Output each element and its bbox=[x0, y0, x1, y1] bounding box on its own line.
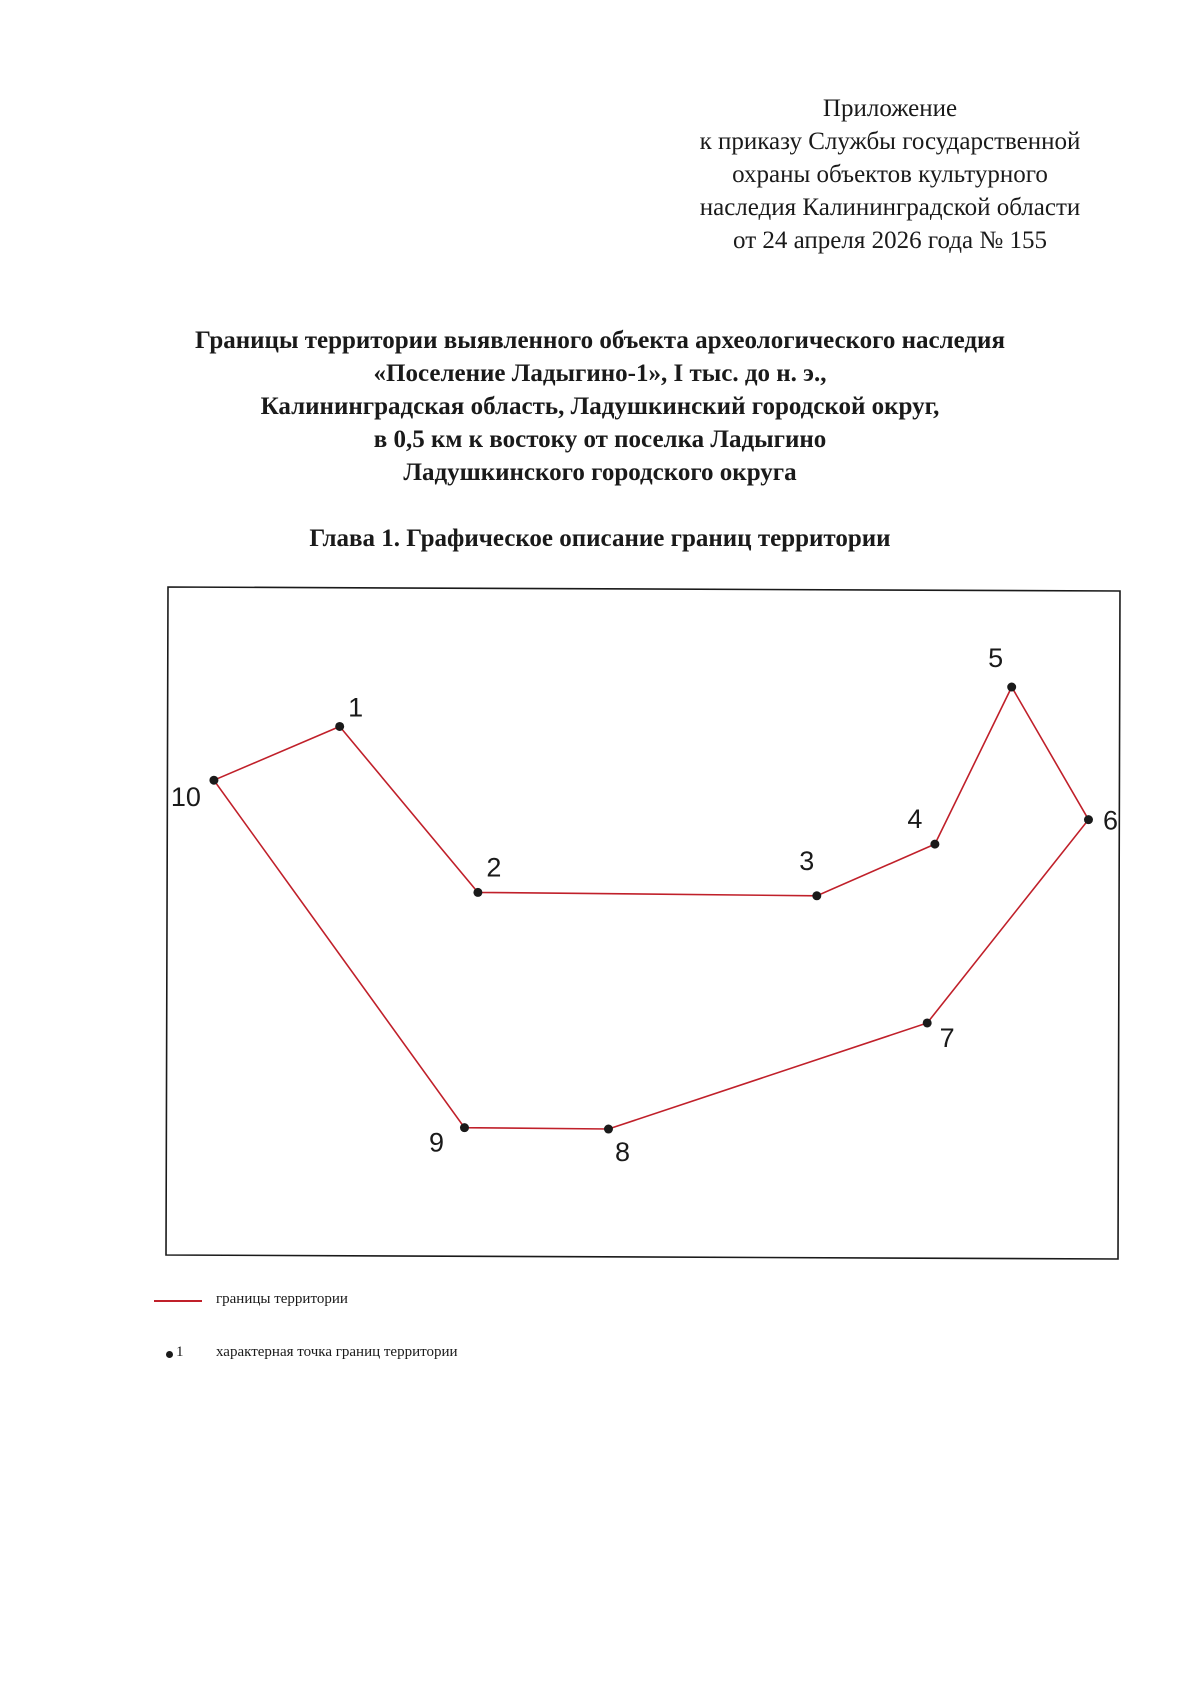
boundary-point-6 bbox=[1084, 815, 1093, 824]
title-line: Границы территории выявленного объекта археологического наследия bbox=[195, 327, 1005, 354]
legend-boundary bbox=[154, 1289, 654, 1313]
boundary-point-1 bbox=[335, 722, 344, 731]
chapter-heading: Глава 1. Графическое описание границ территории bbox=[309, 525, 891, 552]
boundary-point-10 bbox=[209, 776, 218, 785]
document-title bbox=[100, 324, 1100, 489]
boundary-point-label-8: 8 bbox=[614, 1137, 630, 1168]
appendix-line: наследия Калининградской области bbox=[699, 194, 1081, 221]
territory-boundary bbox=[214, 687, 1089, 1129]
boundary-points bbox=[171, 643, 1118, 1167]
boundary-point-label-5: 5 bbox=[988, 643, 1004, 674]
boundary-point-label-1: 1 bbox=[348, 692, 364, 723]
map-frame bbox=[166, 587, 1120, 1259]
title-line: «Поселение Ладыгино-1», I тыс. до н. э., bbox=[373, 360, 827, 387]
boundary-point-7 bbox=[923, 1018, 932, 1027]
boundary-point-8 bbox=[604, 1125, 613, 1134]
legend-boundary-label: границы территории bbox=[216, 1291, 348, 1307]
title-line: Калининградская область, Ладушкинский городской округ, bbox=[260, 393, 940, 420]
boundary-point-label-2: 2 bbox=[486, 852, 502, 883]
legend-point-label: характерная точка границ территории bbox=[216, 1344, 458, 1360]
title-line: Ладушкинского городского округа bbox=[403, 459, 797, 486]
boundary-point-label-9: 9 bbox=[428, 1127, 444, 1158]
appendix-header bbox=[640, 92, 1140, 257]
boundary-point-label-7: 7 bbox=[939, 1022, 955, 1053]
appendix-line: от 24 апреля 2026 года № 155 bbox=[733, 227, 1047, 254]
legend-point bbox=[154, 1342, 654, 1366]
boundary-map-svg bbox=[164, 583, 1124, 1263]
appendix-line: охраны объектов культурного bbox=[732, 161, 1048, 188]
appendix-line: к приказу Службы государственной bbox=[699, 128, 1081, 155]
boundary-map bbox=[164, 583, 1124, 1263]
boundary-point-label-4: 4 bbox=[907, 804, 923, 835]
legend-point-number: 1 bbox=[176, 1344, 184, 1360]
appendix-line: Приложение bbox=[822, 95, 958, 122]
boundary-point-9 bbox=[460, 1123, 469, 1132]
legend-point-dot bbox=[166, 1351, 173, 1358]
boundary-point-4 bbox=[930, 840, 939, 849]
boundary-point-5 bbox=[1007, 683, 1016, 692]
legend-boundary-line bbox=[154, 1300, 202, 1302]
boundary-point-2 bbox=[473, 888, 482, 897]
boundary-point-label-6: 6 bbox=[1102, 805, 1118, 836]
boundary-point-3 bbox=[812, 891, 821, 900]
boundary-point-label-10: 10 bbox=[170, 782, 201, 813]
boundary-point-label-3: 3 bbox=[799, 845, 815, 876]
title-line: в 0,5 км к востоку от поселка Ладыгино bbox=[373, 426, 827, 453]
